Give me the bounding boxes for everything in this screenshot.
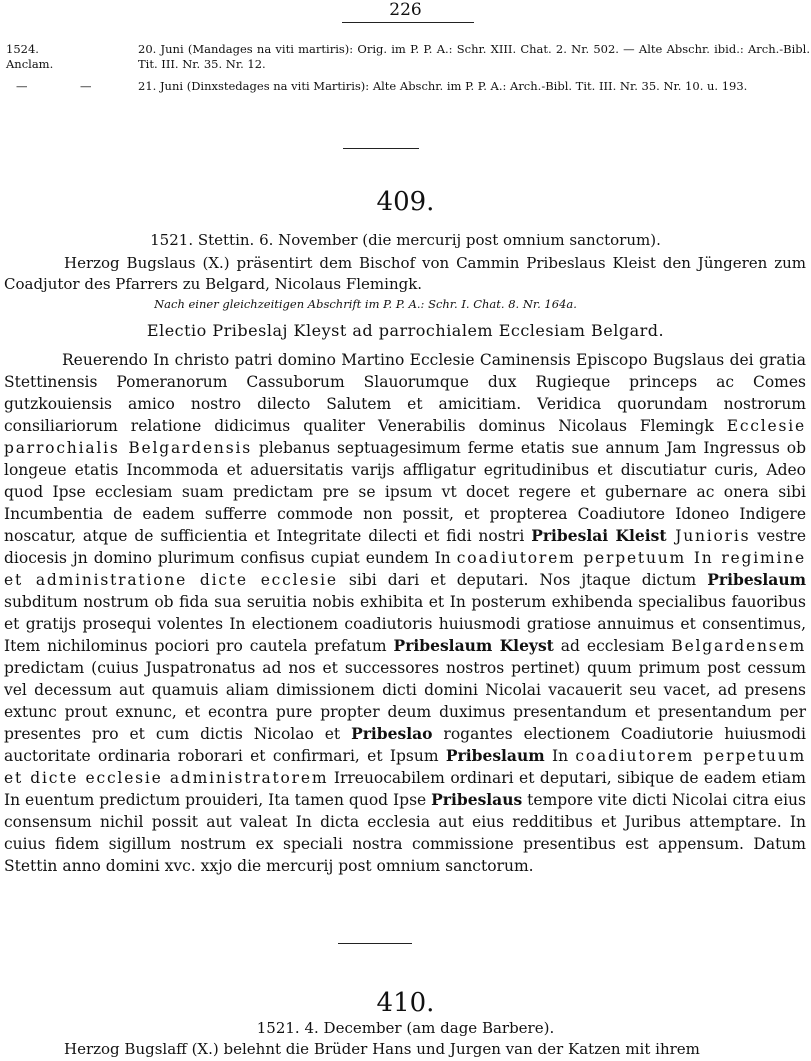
spaced-text: Ecclesie parrochialis Belgardensis [4,417,806,457]
person-name: Pribeslaum [445,746,545,765]
footnote-year-place: — [16,79,28,93]
footnote-entry [6,79,806,111]
document-regest: Herzog Bugslaff (X.) belehnt die Brüder Hans und Jurgen van der Katzen mit ihrem [64,1040,700,1058]
document-paragraph: Reuerendo In christo patri domino Martino Ecclesie Caminensis Episcopo Bugslaus dei gratia Stettinensis Pomeranorum Cassuborum Slauorumque dux Rugieque princeps ac Comes gutzkouiensis amico nostro dilecto Salutem et amicitiam. Veridica quorundam nostrorum consiliariorum relatione didicimus qualiter Venerabilis dominus Nicolaus Flemingk Ecclesie parrochialis Belgardensis plebanus septuagesimum ferme etatis sue annum Jam Ingressus ob longeue etatis Incommoda et aduersitatis varijs affligatur egritudinibus et discutiatur curis, Adeo quod Ipse ecclesiam suam predictam pre se ipsum vt docet regere et gubernare ac onera sibi Incumbentia de eadem sufferre commode non possit, et propterea Coadiutore Idoneo Indigere noscatur, atque de sufficientia et Integritate dilecti et fidi nostri Pribeslai Kleist Junioris vestre diocesis jn domino plurimum confisus cupiat eundem In coadiutorem perpetuum In regimine et administratione dicte ecclesie sibi dari et deputari. Nos jtaque dictum Pribeslaum subditum nostrum ob fida sua seruitia nobis exhibita et In posterum exhibenda specialibus fauoribus et gratijs prosequi volentes In electionem coadiutoris huiusmodi gratiose annuimus et consentimus, Item nichilominus pociori pro cautela prefatum Pribeslaum Kleyst ad ecclesiam Belgardensem predictam (cuius Juspatronatus ad nos et successores nostros pertinet) quum primum post cessum vel decessum aut quamuis aliam dimissionem dicti domini Nicolai vacauerit seu vacet, ad presens extunc prout exnunc, et econtra pure propter deum duximus presentandum et presentandum per presentes pro et cum dictis Nicolao et Pribeslao rogantes electionem Coadiutorie huiusmodi auctoritate ordinaria roborari et confirmari, et Ipsum Pribeslaum In coadiutorem perpetuum et dicte ecclesie administratorem Irreuocabilem ordinari et deputari, sibique de eadem etiam In euentum predictum prouideri, Ita tamen quod Ipse Pribeslaus tempore vite dicti Nicolai citra eius consensum nichil possit aut valeat In dicta ecclesia aut eius redditibus et Juribus attemptare. In cuius fidem sigillum nostrum ex speciali nostra commissione presentibus est appensum. Datum Stettin anno domini xvc. xxjo die mercurij post omnium sanctorum. [4,351,807,875]
header-rule [342,22,474,23]
person-name: Pribeslaum Kleyst [393,636,554,655]
person-name: Pribeslaus [431,790,523,809]
spaced-text: coadiutorem perpetuum et dicte ecclesie administratorem [4,747,806,787]
person-name: Pribeslao [351,724,433,743]
spaced-text: Belgardensem [671,637,806,655]
document-dateline: 1521. 4. December (am dage Barbere). [256,1019,555,1037]
document-number: 409. [376,187,435,217]
document-number: 410. [376,988,435,1018]
document-regest: Herzog Bugslaus (X.) präsentirt dem Bischof von Cammin Pribeslaus Kleist den Jüngeren zum Coadjutor des Pfarrers zu Belgard, Nicolaus Flemingk. [4,254,806,293]
document-dateline: 1521. Stettin. 6. November (die mercurij post omnium sanctorum). [150,231,661,249]
spaced-text: coadiutorem perpetuum In regimine et administratione dicte ecclesie [4,549,806,589]
document-body [4,349,806,877]
footnote-year-place: 1524. Anclam. [6,42,54,71]
section-rule [343,148,419,149]
section-rule [338,943,412,944]
spaced-text: Junioris [666,527,751,545]
page-number: 226 [389,0,422,20]
document-source: Nach einer gleichzeitigen Abschrift im P. P. A.: Schr. I. Chat. 8. Nr. 164a. [154,297,577,311]
person-name: Pribeslaum [707,570,807,589]
footnote-text: 21. Juni (Dinxstedages na viti Martiris): Alte Abschr. im P. P. A.: Arch.-Bibl. Tit. III. Nr. 35. Nr. 10. u. 193. [138,79,748,93]
footnote-entry [6,42,810,74]
document-heading: Electio Pribeslaj Kleyst ad parrochialem Ecclesiam Belgard. [146,321,665,340]
footnote-text: 20. Juni (Mandages na viti martiris): Orig. im P. P. A.: Schr. XIII. Chat. 2. Nr. 502. — Alte Abschr. ibid.: Arch.-Bibl. Tit. III. Nr. 35. Nr. 12. [138,42,810,71]
person-name: Pribeslai Kleist [531,526,667,545]
footnote-col2: — [80,79,92,93]
